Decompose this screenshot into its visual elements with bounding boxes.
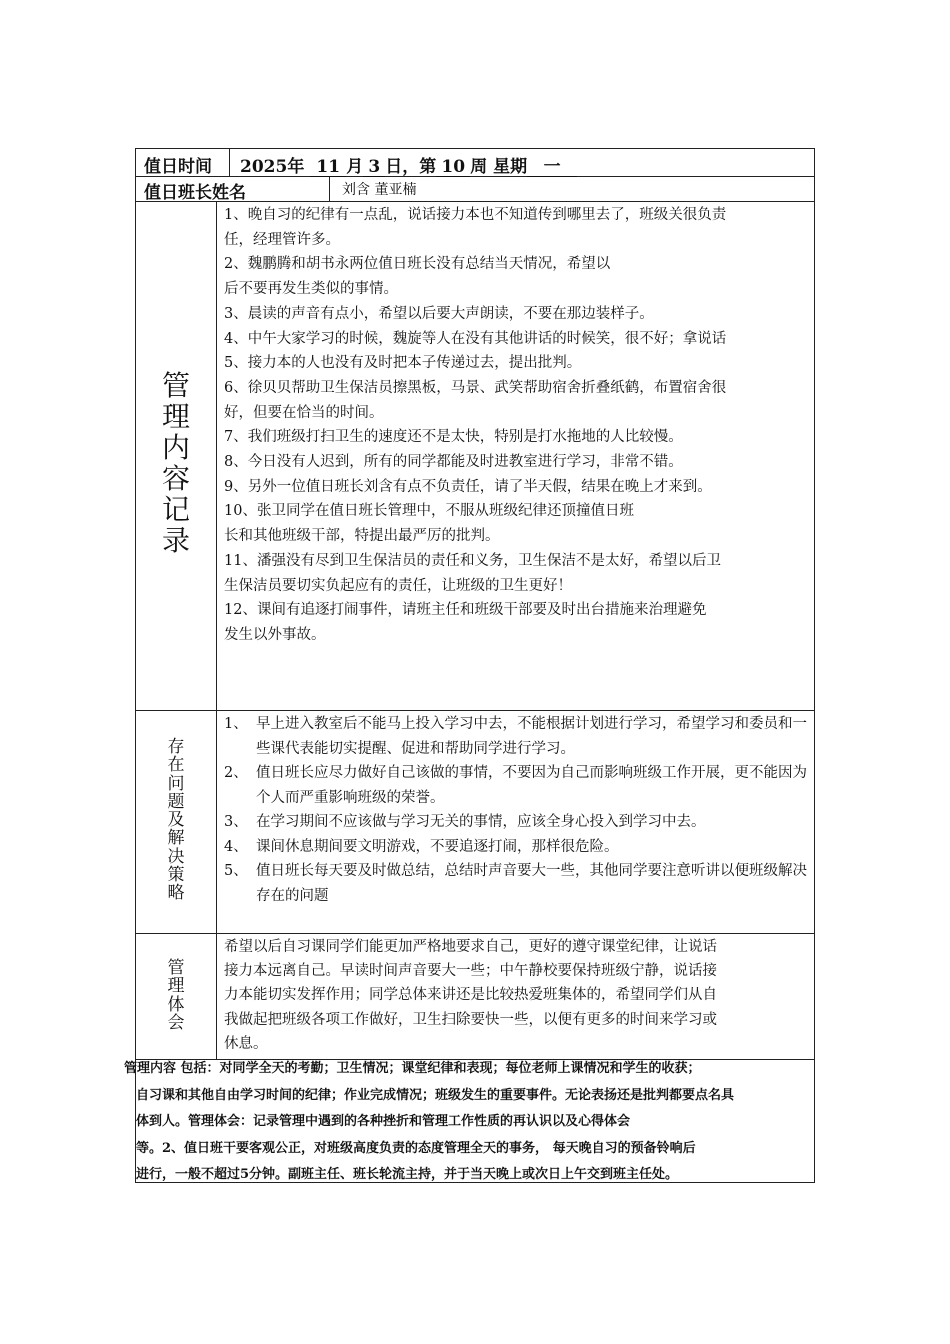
weekday: 一 bbox=[527, 159, 577, 177]
item-number: 3、 bbox=[224, 814, 248, 830]
item-text: 早上进入教室后不能马上投入学习中去，不能根据计划进行学习，希望学习和委员和一些课代表能切实提醒、促进和帮助同学进行学习。 bbox=[256, 716, 807, 757]
problem-item bbox=[224, 712, 810, 761]
management-records bbox=[224, 203, 814, 648]
col-divider bbox=[216, 201, 217, 1059]
problem-item bbox=[224, 810, 810, 835]
experience-line: 我做起把班级各项工作做好，卫生扫除要快一些，以便有更多的时间来学习或 bbox=[224, 1011, 717, 1028]
month-suffix: 月 bbox=[346, 157, 364, 177]
record-line: 后不要再发生类似的事情。 bbox=[224, 281, 398, 298]
row-divider bbox=[136, 933, 814, 934]
week-number: 10 bbox=[436, 159, 470, 177]
instructions-note bbox=[124, 1056, 814, 1189]
monitor-names: 刘含 董亚楠 bbox=[342, 182, 417, 198]
month: 11 bbox=[310, 159, 346, 177]
record-line: 6、徐贝贝帮助卫生保洁员擦黑板，马景、武笑帮助宿舍折叠纸鹤，布置宿舍很 bbox=[224, 379, 727, 396]
year: 2025 bbox=[240, 157, 288, 177]
week-suffix: 周 星期 bbox=[470, 157, 528, 177]
item-number: 2、 bbox=[224, 765, 248, 781]
item-number: 4、 bbox=[224, 838, 248, 855]
duty-record-table bbox=[124, 148, 815, 1183]
record-line: 任，经理管许多。 bbox=[224, 231, 340, 248]
note-line: 等。2、值日班干要客观公正，对班级高度负责的态度管理全天的事务， 每天晚自习的预备铃响后 bbox=[136, 1140, 696, 1156]
problem-item bbox=[224, 835, 810, 860]
experience-text bbox=[224, 935, 814, 1056]
experience-line: 休息。 bbox=[224, 1035, 268, 1052]
row-divider bbox=[136, 710, 814, 711]
note-line: 体到人。管理体会：记录管理中遇到的各种挫折和管理工作性质的再认识以及心得体会 bbox=[136, 1114, 631, 1130]
problem-item bbox=[224, 761, 810, 810]
record-line: 好，但要在恰当的时间。 bbox=[224, 404, 384, 421]
record-line: 3、晨读的声音有点小，希望以后要大声朗读，不要在那边装样子。 bbox=[224, 305, 654, 322]
problems-list bbox=[224, 712, 810, 908]
day-suffix: 日，第 bbox=[385, 157, 437, 177]
item-text: 值日班长每天要及时做总结，总结时声音要大一些，其他同学要注意听讲以便班级解决存在的问题 bbox=[256, 863, 807, 904]
col-divider bbox=[329, 176, 330, 201]
col-divider bbox=[229, 149, 230, 176]
note-line: 进行，一般不超过5分钟。副班主任、班长轮流主持，并于当天晚上或次日上午交到班主任处。 bbox=[136, 1167, 679, 1183]
record-line: 5、接力本的人也没有及时把本子传递过去，提出批判。 bbox=[224, 355, 582, 372]
item-number: 1、 bbox=[224, 716, 248, 732]
duty-date bbox=[240, 152, 577, 177]
monitor-label: 值日班长姓名 bbox=[144, 183, 246, 203]
record-line: 发生以外事故。 bbox=[224, 626, 326, 643]
record-line: 8、今日没有人迟到，所有的同学都能及时进教室进行学习，非常不错。 bbox=[224, 454, 683, 471]
note-line: 管理内容 包括：对同学全天的考勤；卫生情况；课堂纪律和表现；每位老师上课情况和学生的收获； bbox=[124, 1061, 701, 1076]
record-line: 2、魏鹏腾和胡书永两位值日班长没有总结当天情况，希望以 bbox=[224, 256, 611, 273]
item-text: 值日班长应尽力做好自己该做的事情，不要因为自己而影响班级工作开展，更不能因为个人而严重影响班级的荣誉。 bbox=[256, 765, 807, 806]
record-line: 11、潘强没有尽到卫生保洁员的责任和义务，卫生保洁不是太好，希望以后卫 bbox=[224, 552, 721, 569]
record-line: 4、中午大家学习的时候，魏旋等人在没有其他讲话的时候笑，很不好；拿说话 bbox=[224, 330, 727, 347]
record-line: 9、另外一位值日班长刘含有点不负责任，请了半天假，结果在晚上才来到。 bbox=[224, 478, 712, 495]
experience-line: 希望以后自习课同学们能更加严格地要求自己，更好的遵守课堂纪律，让说话 bbox=[224, 939, 717, 955]
year-suffix: 年 bbox=[287, 157, 305, 177]
record-line: 7、我们班级打扫卫生的速度还不是太快，特别是打水拖地的人比较慢。 bbox=[224, 429, 683, 446]
record-line: 生保洁员要切实负起应有的责任，让班级的卫生更好！ bbox=[224, 577, 572, 594]
item-text: 课间休息期间要文明游戏，不要追逐打闹，那样很危险。 bbox=[256, 838, 619, 855]
day: 3 bbox=[363, 159, 385, 177]
record-line: 1、晚自习的纪律有一点乱，说话接力本也不知道传到哪里去了，班级关很负责 bbox=[224, 207, 727, 223]
record-line: 12、课间有追逐打闹事件，请班主任和班级干部要及时出台措施来治理避免 bbox=[224, 602, 707, 619]
problems-title: 存在问题及解决策略 bbox=[167, 737, 185, 904]
record-line: 长和其他班级干部，特提出最严厉的批判。 bbox=[224, 528, 500, 545]
item-number: 5、 bbox=[224, 863, 248, 879]
note-line: 自习课和其他自由学习时间的纪律；作业完成情况；班级发生的重要事件。无论表扬还是批判都要点名具 bbox=[136, 1087, 735, 1103]
item-text: 在学习期间不应该做与学习无关的事情，应该全身心投入到学习中去。 bbox=[256, 814, 706, 830]
experience-line: 力本能切实发挥作用；同学总体来讲还是比较热爱班集体的，希望同学们从自 bbox=[224, 987, 717, 1004]
record-line: 10、张卫同学在值日班长管理中，不服从班级纪律还顶撞值日班 bbox=[224, 503, 634, 520]
problem-item bbox=[224, 859, 810, 908]
experience-title: 管理体会 bbox=[167, 958, 185, 1033]
date-label: 值日时间 bbox=[144, 157, 212, 177]
management-title: 管理内容记录 bbox=[161, 369, 190, 557]
experience-line: 接力本远离自己。早读时间声音要大一些；中午静校要保持班级宁静，说话接 bbox=[224, 963, 717, 980]
